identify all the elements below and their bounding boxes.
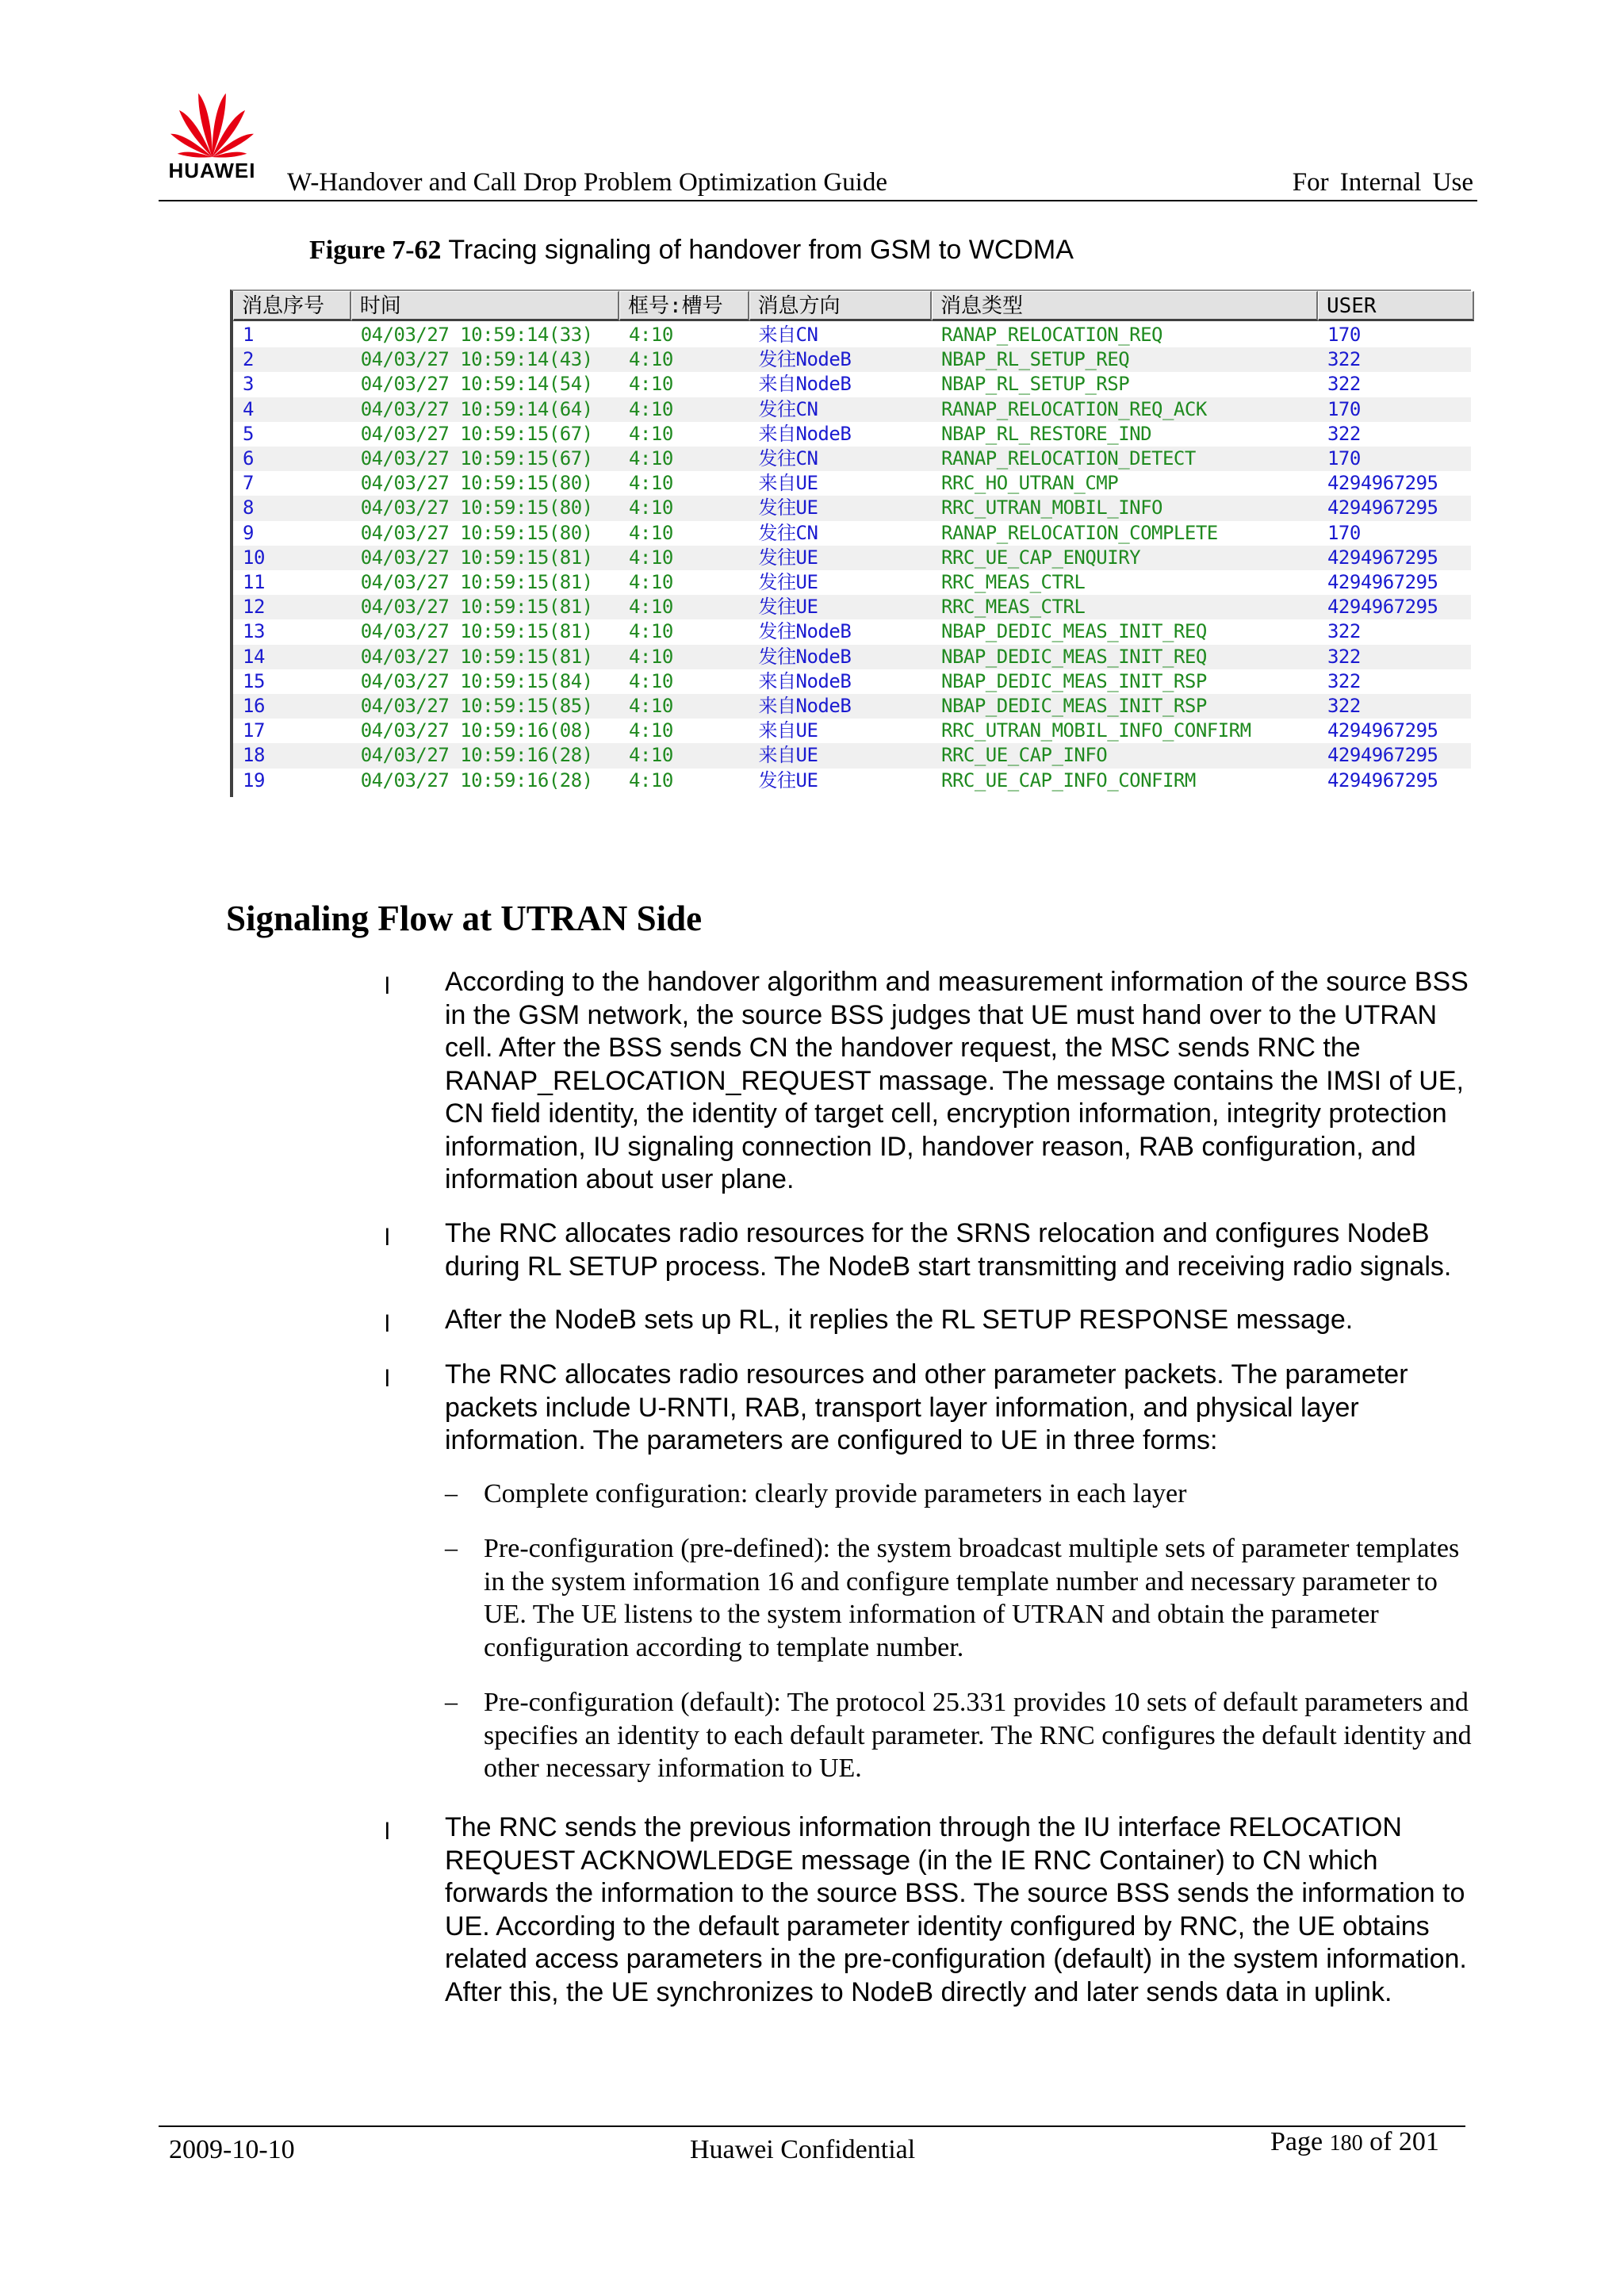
cell-direction: 来自CN: [758, 324, 818, 346]
cell-user: 4294967295: [1327, 744, 1438, 767]
document-title: W-Handover and Call Drop Problem Optimization Guide: [287, 168, 888, 197]
cell-frame-slot: 4:10: [628, 324, 673, 346]
table-row[interactable]: [233, 323, 1471, 347]
cell-user: 4294967295: [1327, 546, 1438, 569]
cell-frame-slot: 4:10: [628, 620, 673, 643]
cell-user: 170: [1327, 447, 1361, 470]
cell-message-type: RRC_UE_CAP_INFO: [941, 744, 1108, 767]
cell-direction: 来自UE: [758, 744, 818, 767]
bullet-marker: l: [385, 1225, 390, 1251]
sub-bullet-marker: –: [445, 1687, 458, 1715]
cell-frame-slot: 4:10: [628, 571, 673, 593]
cell-time: 04/03/27 10:59:15(81): [360, 571, 593, 593]
cell-direction: 发往NodeB: [758, 645, 852, 668]
cell-direction: 发往CN: [758, 397, 818, 420]
cell-message-type: NBAP_RL_SETUP_REQ: [941, 348, 1130, 371]
cell-frame-slot: 4:10: [628, 695, 673, 717]
cell-time: 04/03/27 10:59:15(81): [360, 645, 593, 668]
cell-time: 04/03/27 10:59:16(08): [360, 719, 593, 742]
table-row[interactable]: [233, 447, 1471, 471]
bullet-marker: l: [385, 1819, 390, 1845]
cell-direction: 来自UE: [758, 472, 818, 495]
cell-message-type: NBAP_DEDIC_MEAS_INIT_RSP: [941, 669, 1207, 692]
cell-message-type: RRC_UTRAN_MOBIL_INFO: [941, 496, 1162, 519]
cell-user: 322: [1327, 620, 1361, 643]
table-row[interactable]: [233, 397, 1471, 422]
cell-seq: 2: [243, 348, 254, 371]
cell-seq: 16: [243, 695, 265, 717]
cell-message-type: RRC_HO_UTRAN_CMP: [941, 472, 1119, 495]
cell-user: 4294967295: [1327, 571, 1438, 593]
cell-message-type: RANAP_RELOCATION_REQ_ACK: [941, 397, 1207, 420]
table-row[interactable]: [233, 422, 1471, 447]
cell-seq: 19: [243, 769, 265, 792]
cell-frame-slot: 4:10: [628, 422, 673, 445]
section-title: Signaling Flow at UTRAN Side: [226, 899, 703, 938]
cell-frame-slot: 4:10: [628, 397, 673, 420]
cell-seq: 5: [243, 422, 254, 445]
bullet-paragraph-3: After the NodeB sets up RL, it replies the RL SETUP RESPONSE message.: [445, 1305, 1354, 1335]
cell-frame-slot: 4:10: [628, 669, 673, 692]
sub-bullet-marker: –: [445, 1478, 458, 1507]
bullet-marker: l: [385, 1366, 390, 1392]
table-header-row: [233, 291, 1471, 321]
cell-user: 322: [1327, 669, 1361, 692]
cell-seq: 8: [243, 496, 254, 519]
cell-seq: 13: [243, 620, 265, 643]
cell-direction: 来自UE: [758, 719, 818, 742]
cell-time: 04/03/27 10:59:15(80): [360, 472, 593, 495]
table-row[interactable]: [233, 521, 1471, 546]
bullet-marker: l: [385, 973, 390, 999]
cell-message-type: NBAP_RL_RESTORE_IND: [941, 422, 1152, 445]
cell-user: 170: [1327, 397, 1361, 420]
footer-confidentiality: Huawei Confidential: [690, 2135, 916, 2164]
cell-message-type: RRC_UE_CAP_ENQUIRY: [941, 546, 1141, 569]
cell-time: 04/03/27 10:59:15(80): [360, 496, 593, 519]
cell-user: 322: [1327, 373, 1361, 396]
column-header-user[interactable]: USER: [1318, 291, 1474, 321]
sub-paragraph-3: Pre-configuration (default): The protocol 25.331 provides 10 sets of default parameters and specifies an identity to each default parameter. The RNC configures the default identity and other necessary information to UE.: [484, 1688, 1472, 1783]
signaling-trace-table: [230, 289, 1471, 797]
cell-time: 04/03/27 10:59:15(67): [360, 447, 593, 470]
cell-user: 4294967295: [1327, 472, 1438, 495]
cell-frame-slot: 4:10: [628, 472, 673, 495]
sub-paragraph-2: Pre-configuration (pre-defined): the system broadcast multiple sets of parameter templates in the system information 16 and configure template number and necessary parameter to UE. The UE listens to the system information of UTRAN and obtain the parameter configuration according to template number.: [484, 1534, 1460, 1662]
cell-direction: 发往UE: [758, 596, 818, 619]
cell-time: 04/03/27 10:59:16(28): [360, 769, 593, 792]
cell-time: 04/03/27 10:59:15(84): [360, 669, 593, 692]
cell-message-type: NBAP_DEDIC_MEAS_INIT_RSP: [941, 695, 1207, 717]
cell-user: 4294967295: [1327, 769, 1438, 792]
cell-seq: 9: [243, 521, 254, 544]
cell-direction: 来自NodeB: [758, 669, 852, 692]
cell-seq: 12: [243, 596, 265, 619]
cell-message-type: NBAP_DEDIC_MEAS_INIT_REQ: [941, 645, 1207, 668]
cell-time: 04/03/27 10:59:14(33): [360, 324, 593, 346]
cell-time: 04/03/27 10:59:16(28): [360, 744, 593, 767]
footer-rule: [159, 2125, 1465, 2127]
bullet-marker: l: [385, 1311, 390, 1337]
header-rule: [159, 200, 1477, 201]
cell-direction: 发往NodeB: [758, 620, 852, 643]
cell-seq: 6: [243, 447, 254, 470]
cell-direction: 发往UE: [758, 769, 818, 792]
cell-time: 04/03/27 10:59:15(85): [360, 695, 593, 717]
figure-number: Figure 7-62: [309, 236, 442, 265]
cell-message-type: RANAP_RELOCATION_DETECT: [941, 447, 1196, 470]
cell-time: 04/03/27 10:59:15(81): [360, 596, 593, 619]
sub-bullet-marker: –: [445, 1533, 458, 1562]
document-classification: For Internal Use: [1292, 168, 1473, 197]
column-header-time[interactable]: 时间: [351, 291, 619, 321]
cell-direction: 发往UE: [758, 496, 818, 519]
cell-user: 4294967295: [1327, 496, 1438, 519]
bullet-paragraph-1: According to the handover algorithm and measurement information of the source BSS in the GSM network, the source BSS judges that UE must hand over to the UTRAN cell. After the BSS sends CN the handover request, the MSC sends RNC the RANAP_RELOCATION_REQUEST massage. The message contains the IMSI of UE, CN field identity, the identity of target cell, encryption information, integrity protection information, IU signaling connection ID, handover reason, RAB configuration, and information about user plane.: [445, 967, 1469, 1194]
page-number: [1270, 2127, 1439, 2157]
cell-message-type: RRC_MEAS_CTRL: [941, 596, 1086, 619]
cell-seq: 10: [243, 546, 265, 569]
cell-time: 04/03/27 10:59:15(81): [360, 620, 593, 643]
cell-user: 170: [1327, 521, 1361, 544]
cell-direction: 发往CN: [758, 447, 818, 470]
bullet-paragraph-5: The RNC sends the previous information through the IU interface RELOCATION REQUEST ACKNOWLEDGE message (in the IE RNC Container) to CN which forwards the information to the source BSS. The source BSS sends the information to UE. According to the default parameter identity configured by RNC, the UE obtains related access parameters in the pre-configuration (default) in the system information. After this, the UE synchronizes to NodeB directly and later sends data in uplink.: [445, 1812, 1467, 2007]
cell-message-type: NBAP_DEDIC_MEAS_INIT_REQ: [941, 620, 1207, 643]
cell-message-type: RRC_MEAS_CTRL: [941, 571, 1086, 593]
cell-direction: 发往NodeB: [758, 348, 852, 371]
column-header-message-type[interactable]: 消息类型: [932, 291, 1318, 321]
cell-direction: 发往CN: [758, 521, 818, 544]
table-row[interactable]: [233, 619, 1471, 644]
column-header-direction[interactable]: 消息方向: [749, 291, 932, 321]
cell-time: 04/03/27 10:59:14(54): [360, 373, 593, 396]
cell-direction: 发往UE: [758, 571, 818, 593]
cell-message-type: RRC_UTRAN_MOBIL_INFO_CONFIRM: [941, 719, 1251, 742]
cell-frame-slot: 4:10: [628, 546, 673, 569]
cell-user: 4294967295: [1327, 719, 1438, 742]
page-suffix: of 201: [1369, 2127, 1439, 2156]
cell-time: 04/03/27 10:59:14(43): [360, 348, 593, 371]
cell-frame-slot: 4:10: [628, 719, 673, 742]
cell-seq: 4: [243, 397, 254, 420]
cell-frame-slot: 4:10: [628, 521, 673, 544]
table-row[interactable]: [233, 496, 1471, 520]
table-row[interactable]: [233, 471, 1471, 496]
cell-frame-slot: 4:10: [628, 769, 673, 792]
cell-frame-slot: 4:10: [628, 496, 673, 519]
bullet-paragraph-2: The RNC allocates radio resources for the SRNS relocation and configures NodeB during RL SETUP process. The NodeB start transmitting and receiving radio signals.: [445, 1218, 1452, 1282]
cell-seq: 11: [243, 571, 265, 593]
cell-seq: 7: [243, 472, 254, 495]
cell-time: 04/03/27 10:59:15(81): [360, 546, 593, 569]
cell-frame-slot: 4:10: [628, 596, 673, 619]
table-row[interactable]: [233, 694, 1471, 719]
cell-user: 170: [1327, 324, 1361, 346]
cell-seq: 14: [243, 645, 265, 668]
cell-user: 322: [1327, 348, 1361, 371]
cell-time: 04/03/27 10:59:15(80): [360, 521, 593, 544]
cell-direction: 来自NodeB: [758, 422, 852, 445]
cell-frame-slot: 4:10: [628, 744, 673, 767]
cell-frame-slot: 4:10: [628, 373, 673, 396]
column-header-seq[interactable]: 消息序号: [233, 291, 351, 321]
cell-seq: 15: [243, 669, 265, 692]
cell-time: 04/03/27 10:59:14(64): [360, 397, 593, 420]
cell-user: 322: [1327, 695, 1361, 717]
table-row[interactable]: [233, 347, 1471, 372]
logo-wordmark: HUAWEI: [168, 159, 256, 182]
bullet-paragraph-4: The RNC allocates radio resources and other parameter packets. The parameter packets include U-RNTI, RAB, transport layer information, and physical layer information. The parameters are configured to UE in three forms:: [445, 1359, 1408, 1455]
table-row[interactable]: [233, 595, 1471, 619]
cell-seq: 18: [243, 744, 265, 767]
cell-message-type: NBAP_RL_SETUP_RSP: [941, 373, 1130, 396]
cell-user: 322: [1327, 645, 1361, 668]
cell-message-type: RANAP_RELOCATION_REQ: [941, 324, 1162, 346]
figure-caption-text: Tracing signaling of handover from GSM to WCDMA: [448, 235, 1074, 265]
table-row[interactable]: [233, 546, 1471, 570]
page-current: 180: [1329, 2131, 1363, 2156]
table-row[interactable]: [233, 570, 1471, 595]
column-header-frame-slot[interactable]: 框号:槽号: [619, 291, 749, 321]
cell-user: 322: [1327, 422, 1361, 445]
cell-user: 4294967295: [1327, 596, 1438, 619]
table-row[interactable]: [233, 669, 1471, 694]
cell-direction: 来自NodeB: [758, 373, 852, 396]
cell-time: 04/03/27 10:59:15(67): [360, 422, 593, 445]
cell-message-type: RANAP_RELOCATION_COMPLETE: [941, 521, 1218, 544]
cell-direction: 来自NodeB: [758, 695, 852, 717]
cell-frame-slot: 4:10: [628, 645, 673, 668]
cell-seq: 3: [243, 373, 254, 396]
table-row[interactable]: [233, 743, 1471, 768]
table-row[interactable]: [233, 719, 1471, 743]
table-row[interactable]: [233, 645, 1471, 669]
table-row[interactable]: [233, 372, 1471, 397]
table-row[interactable]: [233, 769, 1471, 793]
footer-date: 2009-10-10: [169, 2135, 295, 2164]
cell-message-type: RRC_UE_CAP_INFO_CONFIRM: [941, 769, 1196, 792]
cell-seq: 1: [243, 324, 254, 346]
page-prefix: Page: [1270, 2127, 1323, 2156]
cell-frame-slot: 4:10: [628, 447, 673, 470]
cell-frame-slot: 4:10: [628, 348, 673, 371]
cell-direction: 发往UE: [758, 546, 818, 569]
cell-seq: 17: [243, 719, 265, 742]
figure-caption: [309, 235, 1074, 266]
sub-paragraph-1: Complete configuration: clearly provide parameters in each layer: [484, 1479, 1187, 1508]
